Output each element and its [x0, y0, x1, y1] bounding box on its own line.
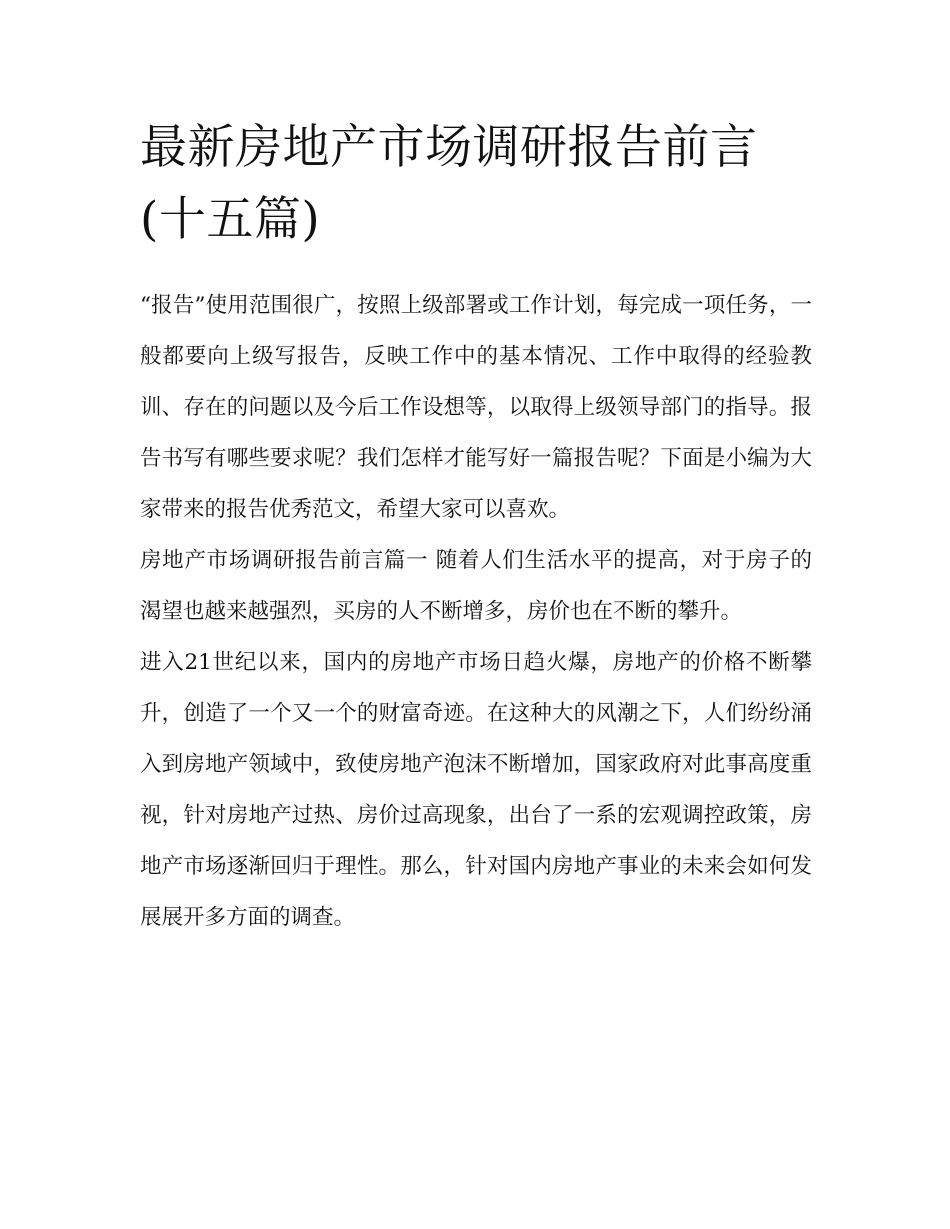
section-one-paragraph: 房地产市场调研报告前言篇一 随着人们生活水平的提高，对于房子的渴望也越来越强烈，买房的人不断增多，房价也在不断的攀升。 — [140, 548, 812, 624]
intro-paragraph: “报告”使用范围很广，按照上级部署或工作计划，每完成一项任务，一般都要向上级写报告，反映工作中的基本情况、工作中取得的经验教训、存在的问题以及今后工作设想等，以取得上级领导部门的指导。报告书写有哪些要求呢？我们怎样才能写好一篇报告呢？下面是小编为大家带来的报告优秀范文，希望大家可以喜欢。 — [140, 293, 812, 522]
document-page — [140, 112, 812, 943]
document-title: 最新房地产市场调研报告前言(十五篇) — [140, 120, 758, 247]
body-paragraph: 进入21世纪以来，国内的房地产市场日趋火爆，房地产的价格不断攀升，创造了一个又一个的财富奇迹。在这种大的风潮之下，人们纷纷涌入到房地产领域中，致使房地产泡沫不断增加，国家政府对此事高度重视，针对房地产过热、房价过高现象，出台了一系的宏观调控政策，房地产市场逐渐回归于理性。那么，针对国内房地产事业的未来会如何发展展开多方面的调查。 — [140, 650, 812, 930]
